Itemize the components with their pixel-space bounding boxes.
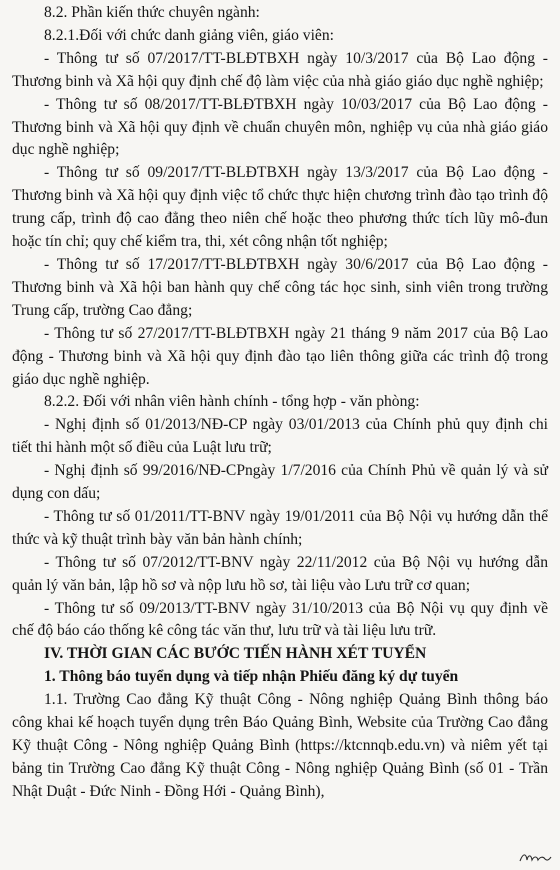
- subsection-heading-8-2-1: 8.2.1.Đối với chức danh giảng viên, giáo viên:: [44, 26, 334, 44]
- body-paragraph: 1.1. Trường Cao đẳng Kỹ thuật Công - Nông nghiệp Quảng Bình thông báo công khai kế hoạch tuyển dụng trên Báo Quảng Bình, Website của Trường Cao đẳng Kỹ thuật Công - Nông nghiệp Quảng Bình (https://ktcnnqb.edu.vn) và niêm yết tại bảng tin Trường Cao đẳng Kỹ thuật Công - Nông nghiệp Quảng Bình (số 01 - Trần Nhật Duật - Đức Ninh - Đồng Hới - Quảng Bình),: [12, 691, 548, 800]
- list-item: - Thông tư số 27/2017/TT-BLĐTBXH ngày 21 tháng 9 năm 2017 của Bộ Lao động - Thương binh và Xã hội quy định đào tạo liên thông giữa các trình độ trong giáo dục nghề nghiệp.: [12, 324, 548, 388]
- list-item: - Thông tư số 17/2017/TT-BLĐTBXH ngày 30/6/2017 của Bộ Lao động - Thương binh và Xã hội ban hành quy chế công tác học sinh, sinh viên trong trường Trung cấp, trường Cao đẳng;: [12, 255, 548, 319]
- list-item: - Thông tư số 01/2011/TT-BNV ngày 19/01/2011 của Bộ Nội vụ hướng dẫn thể thức và kỹ thuật trình bày văn bản hành chính;: [12, 507, 548, 548]
- section-heading-8-2: 8.2. Phần kiến thức chuyên ngành:: [44, 4, 260, 21]
- list-item: - Nghị định số 99/2016/NĐ-CPngày 1/7/2016 của Chính Phủ về quản lý và sử dụng con dấu;: [12, 462, 548, 503]
- list-item: - Thông tư số 08/2017/TT-BLĐTBXH ngày 10/03/2017 của Bộ Lao động - Thương binh và Xã hội quy định về chuẩn chuyên môn, nghiệp vụ của nhà giáo giáo dục nghề nghiệp;: [12, 95, 548, 159]
- handwritten-initials: [518, 850, 552, 864]
- list-item: - Thông tư số 07/2012/TT-BNV ngày 22/11/2012 của Bộ Nội vụ hướng dẫn quản lý văn bản, lập hồ sơ và nộp lưu hồ sơ, tài liệu vào Lưu trữ cơ quan;: [12, 553, 548, 594]
- subsection-heading-1: 1. Thông báo tuyển dụng và tiếp nhận Phiếu đăng ký dự tuyển: [44, 668, 459, 686]
- list-item: - Thông tư số 07/2017/TT-BLĐTBXH ngày 10/3/2017 của Bộ Lao động - Thương binh và Xã hội quy định chế độ làm việc của nhà giáo giáo dục nghề nghiệp;: [12, 49, 548, 90]
- section-heading-iv: IV. THỜI GIAN CÁC BƯỚC TIẾN HÀNH XÉT TUYỂN: [44, 645, 427, 663]
- list-item: - Thông tư số 09/2017/TT-BLĐTBXH ngày 13/3/2017 của Bộ Lao động - Thương binh và Xã hội quy định việc tổ chức thực hiện chương trình đào tạo trình độ trung cấp, trình độ cao đẳng theo niên chế hoặc theo phương thức tích lũy mô-đun hoặc tín chỉ; quy chế kiểm tra, thi, xét công nhận tốt nghiệp;: [12, 164, 548, 251]
- list-item: - Nghị định số 01/2013/NĐ-CP ngày 03/01/2013 của Chính phủ quy định chi tiết thi hành một số điều của Luật lưu trữ;: [12, 416, 548, 457]
- list-item: - Thông tư số 09/2013/TT-BNV ngày 31/10/2013 của Bộ Nội vụ quy định về chế độ báo cáo thống kê công tác văn thư, lưu trữ và tài liệu lưu trữ.: [12, 599, 548, 640]
- subsection-heading-8-2-2: 8.2.2. Đối với nhân viên hành chính - tổng hợp - văn phòng:: [44, 393, 420, 411]
